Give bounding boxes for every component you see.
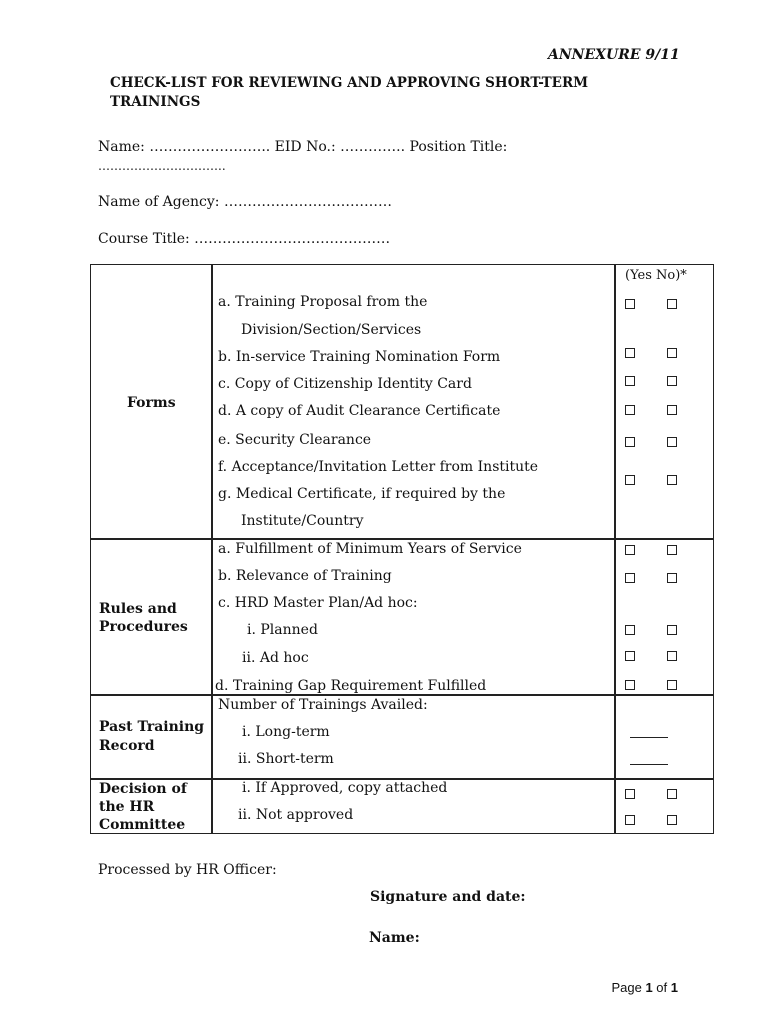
forms-c-yes-checkbox[interactable] [625, 376, 635, 386]
forms-a-yes-checkbox[interactable] [625, 299, 635, 309]
forms-a-no-checkbox[interactable] [667, 299, 677, 309]
name-eid-position-line: Name: …………………….. EID No.: ………….. Position Title: [98, 139, 508, 155]
forms-b-no-checkbox[interactable] [667, 348, 677, 358]
decision-check-cell [614, 778, 714, 834]
signature-date-label: Signature and date: [370, 889, 526, 905]
rules-b-yes-checkbox[interactable] [625, 573, 635, 583]
processed-by-label: Processed by HR Officer: [98, 862, 277, 878]
position-title-blank: ………………………….. [98, 159, 226, 173]
decision-approved: i. If Approved, copy attached [242, 780, 448, 796]
rules-item-b: b. Relevance of Training [218, 568, 392, 584]
rules-item-d: d. Training Gap Requirement Fulfilled [215, 678, 487, 694]
forms-item-a-cont: Division/Section/Services [241, 322, 422, 338]
past-trainings-heading: Number of Trainings Availed: [218, 697, 428, 713]
past-short-term: ii. Short-term [238, 751, 334, 767]
page-total: 1 [670, 980, 678, 995]
long-term-count-blank[interactable] [630, 737, 668, 738]
forms-item-d: d. A copy of Audit Clearance Certificate [218, 403, 501, 419]
forms-c-no-checkbox[interactable] [667, 376, 677, 386]
forms-b-yes-checkbox[interactable] [625, 348, 635, 358]
short-term-count-blank[interactable] [630, 764, 668, 765]
rules-d-no-checkbox[interactable] [667, 680, 677, 690]
decision-label-line3: Committee [99, 817, 186, 833]
decision-label-line1: Decision of [99, 781, 187, 797]
page-current: 1 [645, 980, 653, 995]
course-title-line: Course Title: …………………………………… [98, 231, 391, 247]
rules-items-cell [211, 538, 616, 696]
forms-d-yes-checkbox[interactable] [625, 405, 635, 415]
page-number [611, 980, 678, 995]
past-label-line2: Record [99, 738, 155, 754]
rules-planned-yes-checkbox[interactable] [625, 625, 635, 635]
forms-item-e: e. Security Clearance [218, 432, 372, 448]
rules-a-yes-checkbox[interactable] [625, 545, 635, 555]
annexure-label: ANNEXURE 9/11 [548, 47, 680, 63]
rules-adhoc-yes-checkbox[interactable] [625, 651, 635, 661]
name-label: Name: [369, 930, 420, 946]
forms-item-g-cont: Institute/Country [241, 513, 364, 529]
rules-check-cell [614, 538, 714, 696]
past-label-line1: Past Training [99, 719, 205, 735]
forms-e-yes-checkbox[interactable] [625, 437, 635, 447]
rules-adhoc-no-checkbox[interactable] [667, 651, 677, 661]
document-title: CHECK-LIST FOR REVIEWING AND APPROVING SHORT-TERM TRAININGS [110, 75, 589, 110]
agency-line: Name of Agency: ……………………………… [98, 194, 392, 210]
page-prefix: Page [611, 980, 646, 995]
rules-d-yes-checkbox[interactable] [625, 680, 635, 690]
forms-label: Forms [127, 395, 176, 411]
yes-no-header: (Yes No)* [625, 268, 687, 283]
rules-label-line2: Procedures [99, 619, 188, 635]
rules-b-no-checkbox[interactable] [667, 573, 677, 583]
decision-not-approved-yes-checkbox[interactable] [625, 815, 635, 825]
forms-f-yes-checkbox[interactable] [625, 475, 635, 485]
rules-item-c: c. HRD Master Plan/Ad hoc: [218, 595, 418, 611]
forms-item-g: g. Medical Certificate, if required by the [218, 486, 506, 502]
forms-item-f: f. Acceptance/Invitation Letter from Institute [218, 459, 539, 475]
past-long-term: i. Long-term [242, 724, 330, 740]
rules-a-no-checkbox[interactable] [667, 545, 677, 555]
decision-approved-yes-checkbox[interactable] [625, 789, 635, 799]
forms-d-no-checkbox[interactable] [667, 405, 677, 415]
rules-item-c-i: i. Planned [247, 622, 318, 638]
decision-approved-no-checkbox[interactable] [667, 789, 677, 799]
decision-label-line2: the HR [99, 799, 155, 815]
forms-e-no-checkbox[interactable] [667, 437, 677, 447]
page-of: of [652, 980, 671, 995]
forms-f-no-checkbox[interactable] [667, 475, 677, 485]
rules-item-a: a. Fulfillment of Minimum Years of Service [218, 541, 522, 557]
forms-item-c: c. Copy of Citizenship Identity Card [218, 376, 472, 392]
rules-item-c-ii: ii. Ad hoc [242, 650, 309, 666]
rules-label-line1: Rules and [99, 601, 177, 617]
forms-item-a: a. Training Proposal from the [218, 294, 428, 310]
decision-not-approved-no-checkbox[interactable] [667, 815, 677, 825]
decision-not-approved: ii. Not approved [238, 807, 354, 823]
forms-item-b: b. In-service Training Nomination Form [218, 349, 501, 365]
rules-planned-no-checkbox[interactable] [667, 625, 677, 635]
